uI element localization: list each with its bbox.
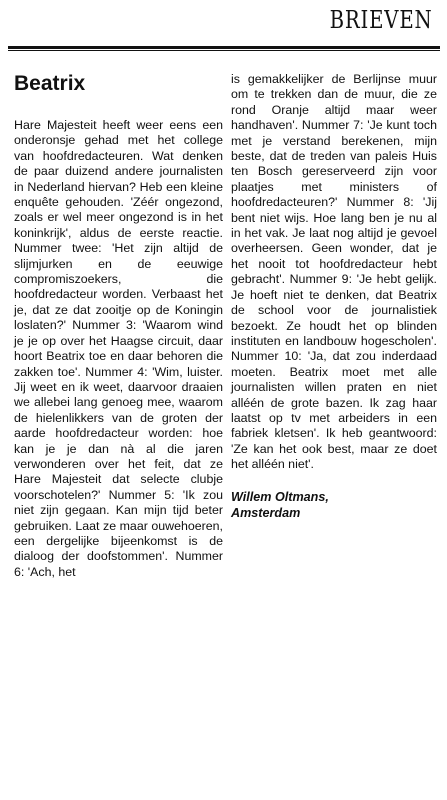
letter-column-right <box>231 72 437 521</box>
letter-body-left: Hare Majesteit heeft weer eens een onderonsje gehad met het college van hoofdredacteuren. Wat denken de paar duizend andere journalisten in Nederland hiervan? Heb een kleine enquête gehouden. 'Zéér ongezond, zoals er wel meer ongezond is in het koninkrijk', aldus de eerste reactie. Nummer twee: 'Het zijn altijd de slijmjurken en de eeuwige compromiszoekers, die hoofdredacteur worden. Verbaast het je, dat ze dat zooitje op de Koningin loslaten?' Nummer 3: 'Waarom wind je je op over het Haagse circuit, daar hoort Beatrix toe en daar behoren die zakken toe'. Nummer 4: 'Wim, luister. Jij weet en ik weet, daarvoor draaien we allebei lang genoeg mee, waarom de hielenlikkers van de groten der aarde hoofdredacteur worden: hoe kan je je dan nà al die jaren verwonderen over het feit, dat ze Hare Majesteit dat selecte clubje voorschotelen?' Nummer 5: 'Ik zou niet zijn gegaan. Kan mijn tijd beter gebruiken. Laat ze maar ouwehoeren, een dergelijke bijeenkomst is de dialoog der doofstommen'. Nummer 6: 'Ach, het <box>14 118 223 579</box>
letter-headline: Beatrix <box>14 72 86 95</box>
letter-signature <box>231 489 437 521</box>
signature-name: Willem Oltmans, <box>231 489 329 504</box>
section-tag: BRIEVEN <box>330 6 433 34</box>
header-rule-thin <box>8 50 440 51</box>
header-rule <box>8 46 440 49</box>
letter-column-left <box>14 118 223 580</box>
letter-body-right: is gemakkelijker de Berlijnse muur om te trekken dan de muur, die ze rond Oranje altijd maar weer handhaven'. Nummer 7: 'Je kunt toch met je verstand berekenen, mijn beste, dat de treden van paleis Huis ten Bosch gereserveerd zijn voor plaatjes met ministers of hoofdredacteuren?' Nummer 8: 'Jij bent niet wijs. Hoe lang ben je nu al in het vak. Je laat nog altijd je gevoel overheersen. Geen wonder, dat je het nooit tot hoofdredacteur hebt gebracht'. Nummer 9: 'Je hebt gelijk. Je hoeft niet te denken, dat Beatrix de school voor de journalistiek bezoekt. Ze houdt het op blinden instituten en landbouw hogescholen'. Nummer 10: 'Ja, dat zou inderdaad moeten. Beatrix moet met alle journalisten willen praten en niet alléén de grote bazen. Ik zag haar laatst op tv met arbeiders in een fabriek kletsen'. Ik heb geantwoord: 'Ze kan het ook best, maar ze doet het alléén niet'. <box>231 72 437 472</box>
signature-city: Amsterdam <box>231 505 301 520</box>
